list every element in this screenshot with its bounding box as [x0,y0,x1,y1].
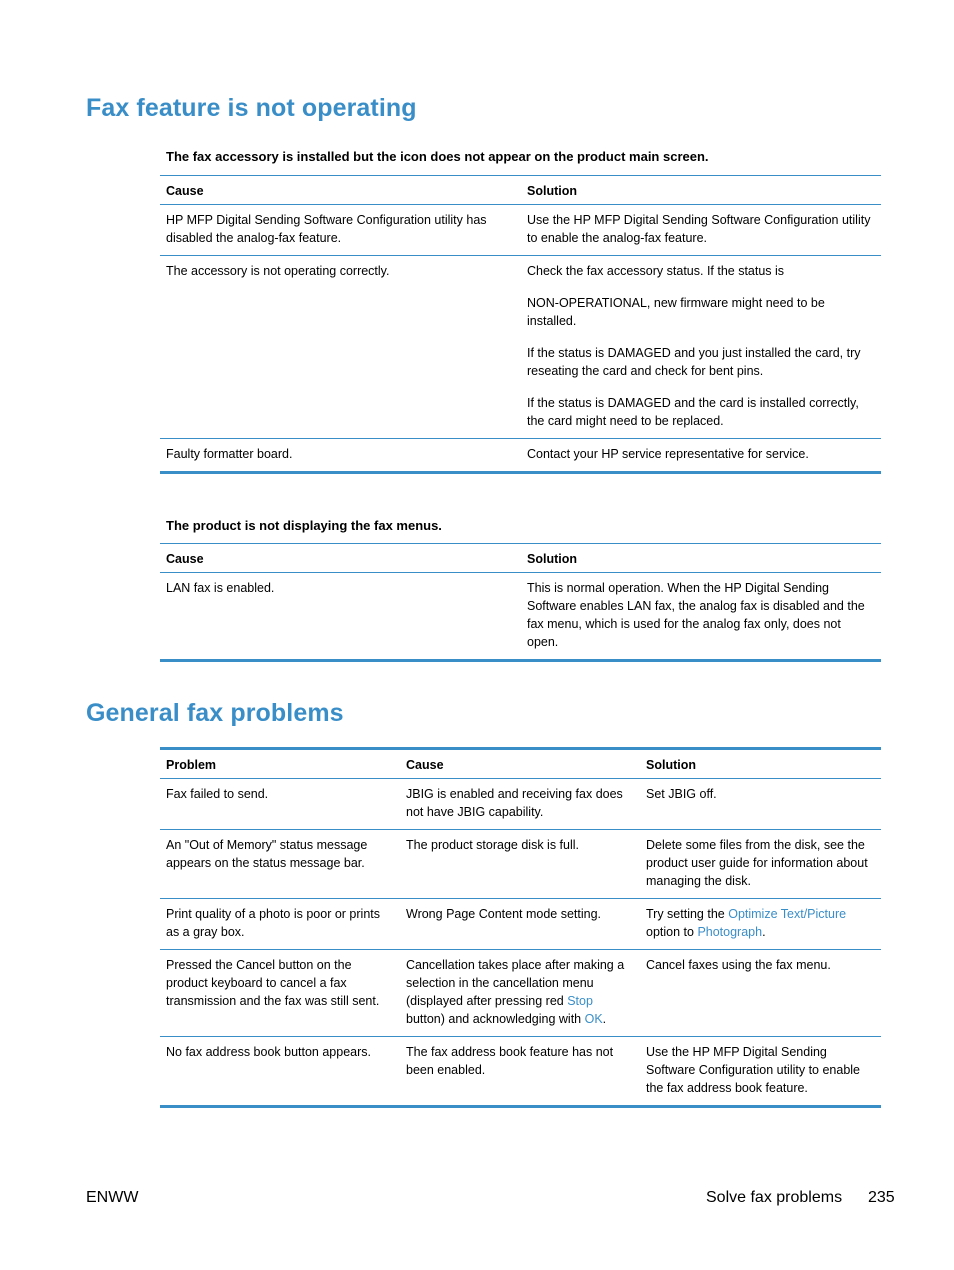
cause-text: . [602,1012,607,1026]
table-row [160,573,881,661]
section-title-fax-feature: Fax feature is not operating [86,94,417,122]
column-header-cause: Cause [166,184,204,198]
solution-cell: Delete some files from the disk, see the product user guide for information about managing the disk. [646,838,868,888]
table-row [160,205,881,256]
problem-cause-solution-table [160,747,881,1108]
solution-text: If the status is DAMAGED and the card is installed correctly, the card might need to be replaced. [527,396,859,428]
table-header-row [160,544,881,573]
solution-cell: Use the HP MFP Digital Sending Software Configuration utility to enable the fax address book feature. [646,1045,861,1095]
cause-text: Cancellation takes place after making a selection in the cancellation menu (displayed after pressing red [406,958,625,1008]
problem-cell: Fax failed to send. [166,787,269,801]
cause-cell: LAN fax is enabled. [166,581,275,595]
solution-text: If the status is DAMAGED and you just installed the card, try reseating the card and check for bent pins. [527,346,861,378]
column-header-solution: Solution [646,758,696,772]
optimize-text-picture-link[interactable]: Optimize Text/Picture [728,907,847,921]
photograph-link[interactable]: Photograph [697,925,763,939]
problem-cell: Pressed the Cancel button on the product keyboard to cancel a fax transmission and the fax was still sent. [166,958,380,1008]
solution-text: Use the HP MFP Digital Sending Software Configuration utility to enable the analog-fax feature. [527,213,871,245]
footer-section-name: Solve fax problems [706,1189,843,1206]
problem-cell: An "Out of Memory" status message appears on the status message bar. [166,838,368,870]
table-row [160,950,881,1037]
cause-solution-table [160,543,881,662]
table-row [160,779,881,830]
solution-text: Try setting the [646,907,729,921]
footer-left-label: ENWW [86,1189,139,1206]
solution-text: NON-OPERATIONAL, new firmware might need to be installed. [527,296,825,328]
column-header-solution: Solution [527,552,577,566]
cause-cell: HP MFP Digital Sending Software Configuration utility has disabled the analog-fax feature. [166,213,487,245]
cause-cell: The product storage disk is full. [406,838,579,852]
table-header-row [160,749,881,779]
cause-cell: JBIG is enabled and receiving fax does not have JBIG capability. [406,787,623,819]
cause-solution-table [160,175,881,474]
solution-text: . [762,925,766,939]
table-row [160,899,881,950]
solution-cell [521,256,881,439]
table-header-row [160,176,881,205]
solution-text: Check the fax accessory status. If the status is [527,264,785,278]
column-header-cause: Cause [166,552,204,566]
cause-text: button) and acknowledging with [406,1012,585,1026]
solution-cell [521,573,881,661]
cause-cell [400,950,640,1037]
table-row [160,256,881,439]
table-caption: The fax accessory is installed but the icon does not appear on the product main screen. [166,149,709,164]
column-header-cause: Cause [406,758,444,772]
cause-cell: Wrong Page Content mode setting. [406,907,602,921]
problem-cell: No fax address book button appears. [166,1045,371,1059]
ok-link[interactable]: OK [584,1012,603,1026]
solution-cell: Cancel faxes using the fax menu. [646,958,831,972]
solution-cell [521,205,881,256]
table-caption: The product is not displaying the fax menus. [166,518,442,533]
table-row [160,439,881,473]
solution-cell [640,899,881,950]
column-header-problem: Problem [166,758,217,772]
cause-cell: The accessory is not operating correctly. [166,264,390,278]
table-row [160,1037,881,1107]
section-title-general-fax-problems: General fax problems [86,699,344,727]
solution-text: Contact your HP service representative for service. [527,447,809,461]
solution-text: option to [646,925,698,939]
solution-cell: Set JBIG off. [646,787,717,801]
cause-cell: Faulty formatter board. [166,447,293,461]
stop-link[interactable]: Stop [567,994,593,1008]
problem-cell: Print quality of a photo is poor or prints as a gray box. [166,907,381,939]
table-row [160,830,881,899]
solution-text: This is normal operation. When the HP Digital Sending Software enables LAN fax, the analog fax is disabled and the fax menu, which is used for the analog fax only, does not open. [527,581,865,649]
cause-cell: The fax address book feature has not been enabled. [406,1045,614,1077]
page-number: 235 [868,1189,895,1206]
solution-cell [521,439,881,473]
column-header-solution: Solution [527,184,577,198]
